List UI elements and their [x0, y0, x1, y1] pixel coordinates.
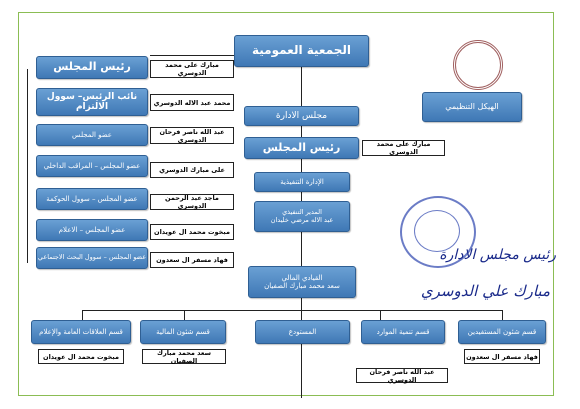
board-chair-box: رئيس المجلس [244, 137, 359, 159]
org-structure-box: الهيكل التنظيمي [422, 92, 522, 122]
member-box-5: عضو المجلس – سوول البحث الاجتماعي [36, 247, 148, 269]
executive-box: الإدارة التنفيذية [254, 172, 350, 192]
association-logo [453, 40, 503, 90]
left-chair-box: رئيس المجلس [36, 56, 148, 79]
financial-leader-box [248, 266, 356, 298]
dept-finance-name: سعد محمد مبارك الصفيان [142, 349, 226, 364]
member-name-1: عبد الله ناصر فرحان الدوسري [150, 127, 234, 144]
dept-beneficiaries-name: فهاد مسفر ال سعدون [464, 349, 540, 364]
general-assembly-box: الجمعية العمومية [234, 35, 369, 67]
official-stamp-inner [414, 210, 460, 252]
dept-pr-media-name: مبخوت محمد ال عويدان [38, 349, 124, 364]
dept-resources-name: عبد الله ناصر فرحان الدوسري [356, 368, 448, 383]
member-box-2: عضو المجلس – المراقب الداخلي [36, 155, 148, 177]
member-box-1: عضو المجلس [36, 124, 148, 146]
vice-chair-box: نائب الرئيس– سوول الالتزام [36, 88, 148, 116]
connector [301, 124, 302, 398]
member-name-3: ماجد عبد الرحمن الدوسري [150, 194, 234, 210]
vice-chair-name: محمد عبد الاله الدوسري [150, 94, 234, 111]
member-name-2: على مبارك الدوسري [150, 162, 234, 178]
exec-director-box [254, 201, 350, 232]
board-chair-name: مبارك على محمد الدوسري [362, 140, 445, 156]
connector [150, 55, 234, 56]
signature-name: مبارك علي الدوسري [420, 282, 550, 300]
member-name-4: مبخوت محمد ال عويدان [150, 224, 234, 240]
signature-title: رئيس مجلس الادارة [439, 247, 556, 263]
dept-warehouse: المستودع [255, 320, 350, 344]
dept-finance: قسم شئون المالية [140, 320, 226, 344]
exec-director-name: عبد الاله مرضي خليدان [270, 215, 334, 224]
connector [27, 69, 28, 263]
dept-beneficiaries: قسم شئون المستفيدين [458, 320, 546, 344]
dept-pr-media: قسم العلاقات العامة والإعلام [31, 320, 131, 344]
connector [301, 66, 302, 106]
financial-leader-name: سعد محمد مبارك الصفيان [264, 282, 340, 290]
dept-resources: قسم تنمية الموارد [361, 320, 445, 344]
financial-leader-title: القيادي المالي [281, 273, 323, 282]
board-box: مجلس الادارة [244, 106, 359, 126]
member-box-4: عضو المجلس – الاعلام [36, 219, 148, 241]
connector [82, 310, 502, 311]
member-name-5: فهاد مسفر ال سعدون [150, 252, 234, 268]
member-box-3: عضو المجلس – سوول الحوكمة [36, 188, 148, 210]
left-chair-name: مبارك على محمد الدوسري [150, 60, 234, 78]
exec-director-title: المدير التنفيذي [282, 208, 322, 217]
